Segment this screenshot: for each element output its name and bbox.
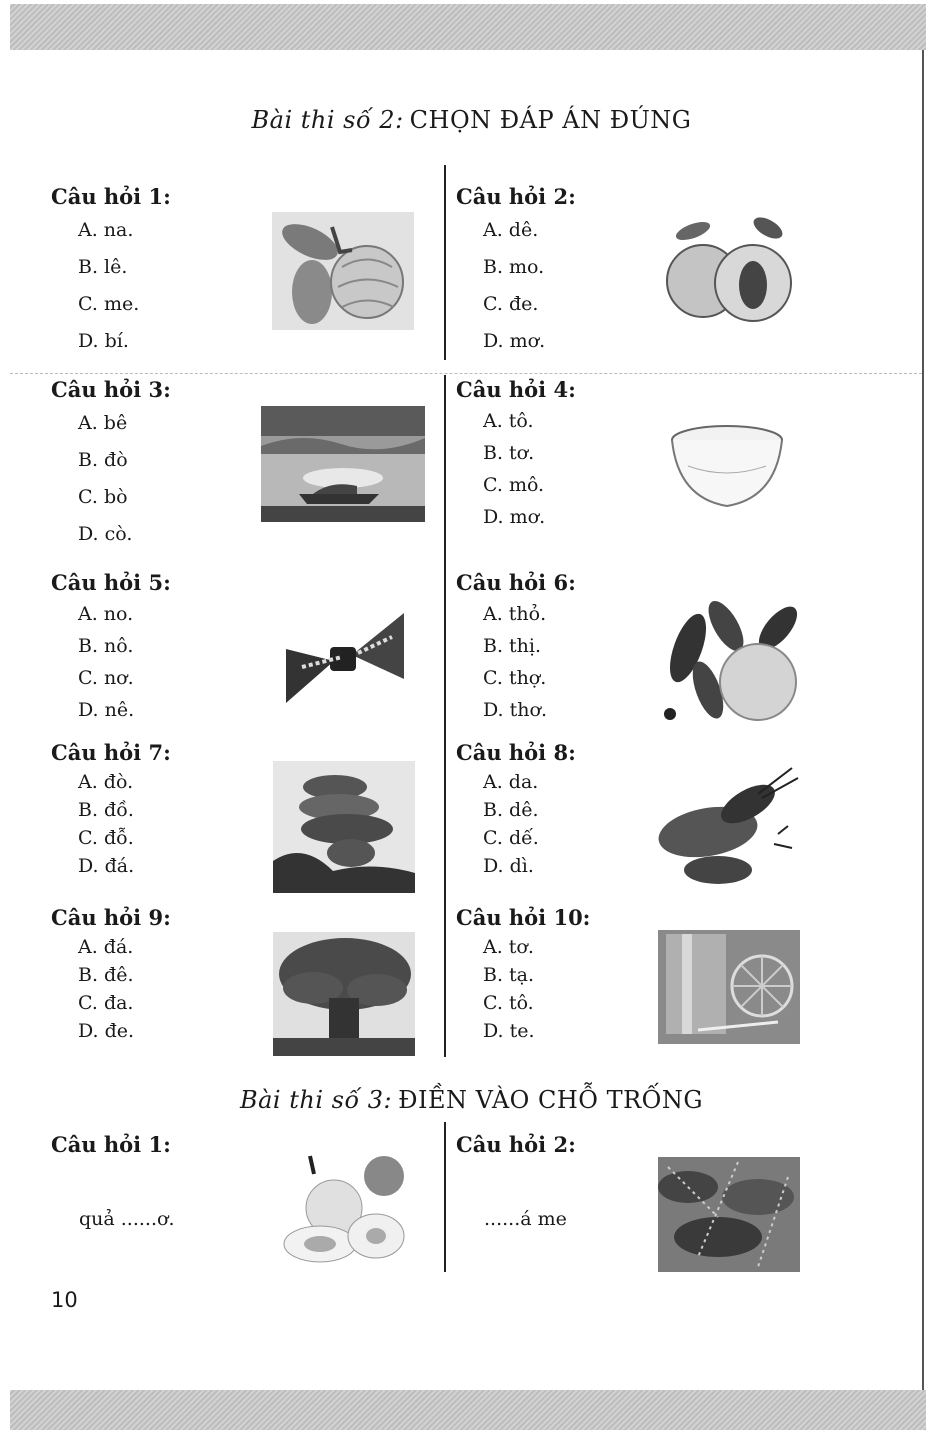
section-3-heading: ĐIỀN VÀO CHỖ TRỐNG (398, 1086, 703, 1114)
apricot-picture (658, 213, 798, 331)
tamarind-leaves-picture (658, 1157, 800, 1272)
question-1 (51, 184, 171, 352)
question-label: Câu hỏi 8: (456, 740, 576, 765)
option-d[interactable]: D. mơ. (483, 330, 546, 352)
row-separator (10, 373, 922, 375)
cricket-picture (658, 764, 800, 890)
option-c[interactable]: C. đỗ. (78, 827, 134, 849)
banyan-tree-picture (273, 932, 415, 1056)
option-c[interactable]: C. thợ. (483, 667, 547, 689)
option-a[interactable]: A. bê (78, 412, 128, 434)
option-a[interactable]: A. tơ. (483, 936, 534, 958)
section-3-title (0, 1086, 943, 1114)
question-3 (51, 377, 171, 545)
option-b[interactable]: B. mo. (483, 256, 545, 278)
option-b[interactable]: B. đê. (78, 964, 134, 986)
question-label: Câu hỏi 2: (456, 184, 576, 209)
option-d[interactable]: D. cò. (78, 523, 133, 545)
page-number: 10 (51, 1288, 78, 1312)
column-divider (444, 375, 446, 1057)
option-c[interactable]: C. bò (78, 486, 128, 508)
option-d[interactable]: D. dì. (483, 855, 534, 877)
top-border-band (10, 4, 926, 50)
column-divider (444, 1122, 446, 1272)
question-label: Câu hỏi 4: (456, 377, 576, 402)
section-2-prefix: Bài thi số 2: (251, 106, 404, 134)
fill-question-1 (51, 1132, 171, 1167)
option-b[interactable]: B. đò (78, 449, 128, 471)
option-c[interactable]: C. me. (78, 293, 140, 315)
option-d[interactable]: D. đe. (78, 1020, 135, 1042)
question-2 (456, 184, 576, 352)
option-a[interactable]: A. dê. (483, 219, 539, 241)
option-a[interactable]: A. na. (78, 219, 134, 241)
option-c[interactable]: C. tô. (483, 992, 534, 1014)
option-d[interactable]: D. bí. (78, 330, 129, 352)
fill-blank-text[interactable]: quả ......ơ. (79, 1208, 175, 1230)
option-c[interactable]: C. đa. (78, 992, 134, 1014)
bottom-border-band (10, 1390, 926, 1430)
question-10 (456, 905, 590, 1042)
question-label: Câu hỏi 9: (51, 905, 171, 930)
option-d[interactable]: D. thơ. (483, 699, 547, 721)
section-2-title (0, 106, 943, 134)
option-b[interactable]: B. dê. (483, 799, 539, 821)
question-6 (456, 570, 576, 721)
question-7 (51, 740, 171, 877)
question-5 (51, 570, 171, 721)
fill-blank-text[interactable]: ......á me (484, 1208, 567, 1230)
option-c[interactable]: C. dế. (483, 827, 539, 849)
question-label: Câu hỏi 1: (51, 1132, 171, 1157)
option-d[interactable]: D. đá. (78, 855, 135, 877)
option-b[interactable]: B. tạ. (483, 964, 535, 986)
option-b[interactable]: B. nô. (78, 635, 134, 657)
question-label: Câu hỏi 5: (51, 570, 171, 595)
option-b[interactable]: B. thị. (483, 635, 542, 657)
option-a[interactable]: A. đò. (78, 771, 134, 793)
question-label: Câu hỏi 10: (456, 905, 591, 930)
question-label: Câu hỏi 1: (51, 184, 171, 209)
stones-picture (273, 761, 415, 893)
bow-tie-picture (282, 607, 408, 707)
boat-picture (261, 406, 425, 522)
option-d[interactable]: D. mơ. (483, 506, 546, 528)
option-b[interactable]: B. lê. (78, 256, 128, 278)
custard-apple-picture (272, 212, 414, 330)
option-a[interactable]: A. no. (78, 603, 134, 625)
option-c[interactable]: C. đe. (483, 293, 539, 315)
silk-reel-picture (658, 930, 800, 1044)
option-a[interactable]: A. đá. (78, 936, 134, 958)
option-d[interactable]: D. nê. (78, 699, 135, 721)
page-edge (922, 50, 924, 1390)
apricot-picture (280, 1152, 412, 1270)
option-c[interactable]: C. nơ. (78, 667, 134, 689)
fill-question-2 (456, 1132, 576, 1167)
column-divider (444, 165, 446, 360)
section-3-prefix: Bài thi số 3: (239, 1086, 393, 1114)
option-a[interactable]: A. da. (483, 771, 539, 793)
section-2-heading: CHỌN ĐÁP ÁN ĐÚNG (409, 106, 692, 134)
question-label: Câu hỏi 3: (51, 377, 171, 402)
option-a[interactable]: A. tô. (483, 410, 534, 432)
question-label: Câu hỏi 2: (456, 1132, 576, 1157)
option-c[interactable]: C. mô. (483, 474, 545, 496)
option-a[interactable]: A. thỏ. (483, 603, 547, 625)
question-9 (51, 905, 171, 1042)
question-8 (456, 740, 576, 877)
question-4 (456, 377, 576, 528)
bowl-picture (668, 418, 786, 510)
option-b[interactable]: B. đồ. (78, 799, 134, 821)
option-b[interactable]: B. tơ. (483, 442, 535, 464)
question-label: Câu hỏi 7: (51, 740, 171, 765)
question-label: Câu hỏi 6: (456, 570, 576, 595)
option-d[interactable]: D. te. (483, 1020, 535, 1042)
persimmon-picture (658, 598, 800, 726)
